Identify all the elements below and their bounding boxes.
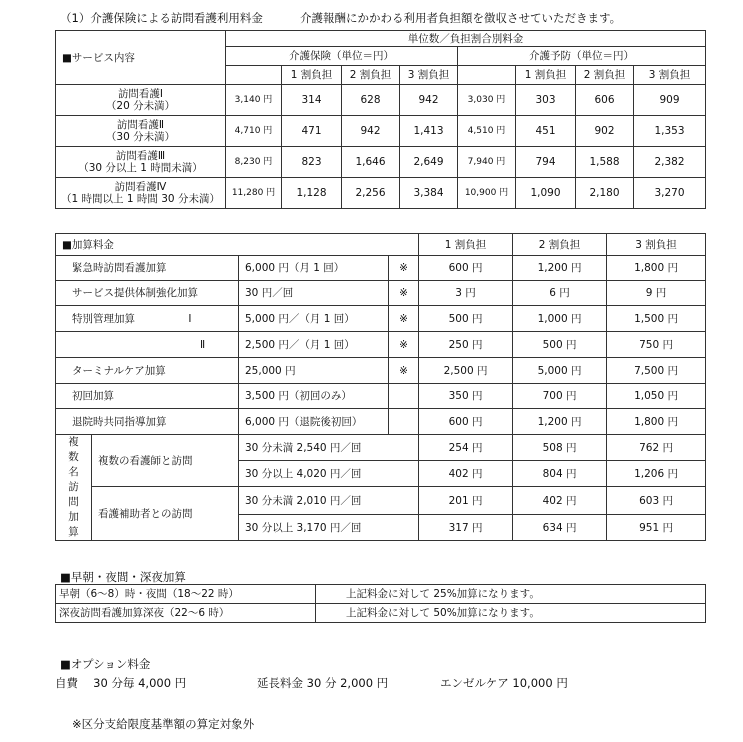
yobo-unit: 4,510 円: [458, 116, 516, 147]
fee-1: 600 円: [419, 409, 513, 435]
table-row: [56, 409, 706, 435]
fee-2: 1,200 円: [513, 409, 607, 435]
addition-price: 5,000 円／（月 1 回）: [239, 306, 389, 332]
kaigo-2: 942: [342, 116, 400, 147]
addition-price: 30 分以上 4,020 円／回: [239, 461, 419, 487]
table-row: [56, 487, 706, 515]
kaigo-1: 1,128: [282, 178, 342, 209]
yobo-1: 1,090: [516, 178, 576, 209]
add-ratio3: 3 割負担: [607, 234, 706, 256]
kaigo-unit: 3,140 円: [226, 85, 282, 116]
table-row: [56, 306, 706, 332]
yobo-3: 2,382: [634, 147, 706, 178]
fee-1: 250 円: [419, 332, 513, 358]
fee-3: 951 円: [607, 515, 706, 541]
fee-3: 603 円: [607, 487, 706, 515]
yobo-2: 902: [576, 116, 634, 147]
option-item-extension: 延長料金 30 分 2,000 円: [257, 676, 389, 690]
fee-1: 3 円: [419, 281, 513, 306]
night-label: 深夜訪問看護加算深夜（22～6 時）: [56, 604, 316, 623]
night-label: 早朝（6～8）時・夜間（18～22 時）: [56, 585, 316, 604]
addition-name: 初回加算: [56, 384, 239, 409]
addition-price: 6,000 円（月 1 回）: [239, 256, 389, 281]
add-ratio1: 1 割負担: [419, 234, 513, 256]
yobo-ratio2: 2 割負担: [576, 66, 634, 85]
fee-1: 600 円: [419, 256, 513, 281]
table-row: [56, 332, 706, 358]
fee-2: 500 円: [513, 332, 607, 358]
tax-mark: ※: [389, 332, 419, 358]
yobo-ratio1: 1 割負担: [516, 66, 576, 85]
kaigo-3: 942: [400, 85, 458, 116]
kaigo-2: 1,646: [342, 147, 400, 178]
yobo-3: 909: [634, 85, 706, 116]
addition-name: サービス提供体制強化加算: [56, 281, 239, 306]
yobo-1: 794: [516, 147, 576, 178]
fee-2: 6 円: [513, 281, 607, 306]
service-duration: （1 時間以上 1 時間 30 分未満）: [61, 193, 220, 205]
option-item-self-pay: 自費 30 分毎 4,000 円: [55, 676, 187, 690]
table-row: [56, 116, 706, 147]
addition-sub: Ⅱ: [56, 332, 239, 358]
fee-3: 7,500 円: [607, 358, 706, 384]
table-row: [56, 147, 706, 178]
fee-3: 1,500 円: [607, 306, 706, 332]
service-fee-table: [55, 30, 706, 209]
multi-visit-label: 複数名訪問加算: [68, 436, 79, 538]
service-duration: （30 分以上 1 時間未満）: [78, 162, 203, 174]
kaigo-header: 介護保険（単位＝円）: [226, 47, 458, 66]
kaigo-1: 314: [282, 85, 342, 116]
option-item-angel-care: エンゼルケア 10,000 円: [440, 676, 568, 690]
fee-2: 804 円: [513, 461, 607, 487]
yobo-3: 3,270: [634, 178, 706, 209]
table-row: [56, 281, 706, 306]
service-duration: （30 分未満）: [105, 131, 176, 143]
unit-header: 単位数／負担割合別料金: [226, 31, 706, 47]
service-name: 訪問看護Ⅱ: [116, 119, 165, 131]
kaigo-3: 1,413: [400, 116, 458, 147]
night-value: 上記料金に対して 50%加算になります。: [316, 604, 706, 623]
kaigo-3: 2,649: [400, 147, 458, 178]
addition-price: 30 円／回: [239, 281, 389, 306]
option-section-heading: ■オプション料金: [60, 657, 151, 671]
fee-3: 1,206 円: [607, 461, 706, 487]
multi-group-name: 複数の看護師と訪問: [92, 435, 239, 487]
yobo-2: 606: [576, 85, 634, 116]
fee-2: 402 円: [513, 487, 607, 515]
fee-3: 9 円: [607, 281, 706, 306]
table-row: [56, 256, 706, 281]
fee-1: 500 円: [419, 306, 513, 332]
footnote: ※区分支給限度基準額の算定対象外: [72, 717, 255, 731]
tax-mark: ※: [389, 358, 419, 384]
header-note: 介護報酬にかかわる利用者負担額を徴収させていただきます。: [300, 11, 622, 25]
fee-2: 700 円: [513, 384, 607, 409]
yobo-1: 451: [516, 116, 576, 147]
table-row: [56, 85, 706, 116]
fee-3: 762 円: [607, 435, 706, 461]
addition-fee-table: [55, 233, 706, 541]
fee-1: 350 円: [419, 384, 513, 409]
fee-2: 1,200 円: [513, 256, 607, 281]
fee-1: 317 円: [419, 515, 513, 541]
yobo-2: 2,180: [576, 178, 634, 209]
night-value: 上記料金に対して 25%加算になります。: [316, 585, 706, 604]
yobo-ratio3: 3 割負担: [634, 66, 706, 85]
yobo-header: 介護予防（単位＝円）: [458, 47, 706, 66]
table-row: [56, 384, 706, 409]
kaigo-ratio3: 3 割負担: [400, 66, 458, 85]
service-name: 訪問看護Ⅳ: [114, 181, 167, 193]
fee-3: 750 円: [607, 332, 706, 358]
service-name: 訪問看護Ⅲ: [115, 150, 166, 162]
tax-mark: [389, 409, 419, 435]
kaigo-unit-blank: [226, 66, 282, 85]
yobo-unit: 7,940 円: [458, 147, 516, 178]
addition-price: 25,000 円: [239, 358, 389, 384]
addition-price: 30 分未満 2,540 円／回: [239, 435, 419, 461]
kaigo-unit: 4,710 円: [226, 116, 282, 147]
fee-1: 254 円: [419, 435, 513, 461]
night-section-heading: ■早朝・夜間・深夜加算: [60, 570, 186, 584]
service-label: ■サービス内容: [56, 31, 226, 85]
addition-name: 特別管理加算: [72, 312, 135, 325]
fee-2: 1,000 円: [513, 306, 607, 332]
yobo-unit: 3,030 円: [458, 85, 516, 116]
service-name: 訪問看護Ⅰ: [117, 88, 164, 100]
addition-price: 30 分以上 3,170 円／回: [239, 515, 419, 541]
fee-1: 201 円: [419, 487, 513, 515]
addition-name: 退院時共同指導加算: [56, 409, 239, 435]
fee-3: 1,800 円: [607, 256, 706, 281]
fee-2: 508 円: [513, 435, 607, 461]
page-title: （1）介護保険による訪問看護利用料金: [60, 11, 263, 25]
addition-name: 緊急時訪問看護加算: [56, 256, 239, 281]
kaigo-1: 471: [282, 116, 342, 147]
table-row: [56, 435, 706, 461]
table-row: [56, 358, 706, 384]
addition-price: 3,500 円（初回のみ）: [239, 384, 389, 409]
kaigo-ratio1: 1 割負担: [282, 66, 342, 85]
kaigo-unit: 8,230 円: [226, 147, 282, 178]
yobo-2: 1,588: [576, 147, 634, 178]
addition-price: 6,000 円（退院後初回）: [239, 409, 389, 435]
table-row: [56, 604, 706, 623]
kaigo-1: 823: [282, 147, 342, 178]
fee-3: 1,050 円: [607, 384, 706, 409]
night-fee-table: [55, 584, 706, 623]
kaigo-2: 2,256: [342, 178, 400, 209]
tax-mark: ※: [389, 306, 419, 332]
yobo-3: 1,353: [634, 116, 706, 147]
kaigo-unit: 11,280 円: [226, 178, 282, 209]
add-ratio2: 2 割負担: [513, 234, 607, 256]
fee-1: 2,500 円: [419, 358, 513, 384]
yobo-1: 303: [516, 85, 576, 116]
addition-price: 30 分未満 2,010 円／回: [239, 487, 419, 515]
service-duration: （20 分未満）: [105, 100, 176, 112]
tax-mark: ※: [389, 256, 419, 281]
kaigo-3: 3,384: [400, 178, 458, 209]
fee-3: 1,800 円: [607, 409, 706, 435]
fee-2: 634 円: [513, 515, 607, 541]
tax-mark: ※: [389, 281, 419, 306]
table-row: [56, 585, 706, 604]
addition-header: ■加算料金: [56, 234, 419, 256]
kaigo-2: 628: [342, 85, 400, 116]
addition-price: 2,500 円／（月 1 回）: [239, 332, 389, 358]
addition-name: ターミナルケア加算: [56, 358, 239, 384]
kaigo-ratio2: 2 割負担: [342, 66, 400, 85]
fee-2: 5,000 円: [513, 358, 607, 384]
yobo-unit-blank: [458, 66, 516, 85]
addition-sub: Ⅰ: [188, 312, 192, 325]
fee-1: 402 円: [419, 461, 513, 487]
multi-group-name: 看護補助者との訪問: [92, 487, 239, 541]
table-row: [56, 178, 706, 209]
tax-mark: [389, 384, 419, 409]
yobo-unit: 10,900 円: [458, 178, 516, 209]
